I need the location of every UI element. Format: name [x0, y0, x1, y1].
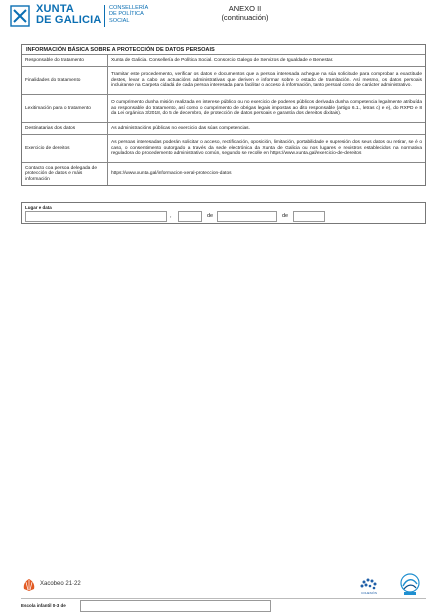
school-label: Escola infantil 0-3 de — [21, 603, 66, 608]
footer-divider — [21, 598, 426, 599]
table-row — [22, 163, 425, 185]
row-value: As administracións públicas no exercicio das súas competencias. — [111, 125, 250, 131]
xunta-logo-text — [36, 4, 102, 26]
logo-divider — [104, 5, 105, 27]
month-field[interactable] — [217, 211, 277, 222]
row-label: Responsable do tratamento — [22, 55, 108, 66]
xacobeo-text: Xacobeo 21·22 — [40, 581, 81, 587]
school-name-field[interactable] — [80, 600, 271, 612]
row-value: Tramitar este procedemento, verificar os datos e documentos que a persoa interesada achegue na súa solicitude para comprobar a exactitude destes, levar a cabo as actuacións administrativas que deriven e informar sobre o estado de tramitación. Así mesmo, os datos persoais incluiranse na Carpeta cidadá de cada persoa interesada para facilitar o acceso á información, tanto persoal como de carácter administrativo. — [111, 72, 422, 89]
logo-line-1: XUNTA — [36, 3, 75, 15]
dept-line-3: SOCIAL — [109, 17, 130, 24]
logo-line-2: DE GALICIA — [36, 14, 102, 26]
table-row — [22, 135, 425, 163]
comma-separator: , — [170, 213, 172, 219]
row-label: Finalidades do tratamento — [22, 67, 108, 94]
row-label: Destinatarias dos datos — [22, 123, 108, 134]
table-row — [22, 95, 425, 123]
row-label: Contacto coa persoa delegada de protección de datos e máis información — [22, 163, 108, 185]
annex-subtitle: (continuación) — [221, 13, 269, 22]
row-value: https://www.xunta.gal/informacion-xeral-proteccion-datos — [111, 171, 232, 177]
table-row — [22, 55, 425, 67]
place-field[interactable] — [25, 211, 167, 222]
xacobeo-logo — [22, 578, 81, 592]
svg-text:COHESIÓN: COHESIÓN — [361, 591, 378, 595]
day-field[interactable] — [178, 211, 202, 222]
data-protection-table — [21, 44, 426, 186]
page-header — [0, 0, 439, 34]
xacobeo-shell-icon — [22, 578, 36, 592]
de-separator-1: de — [207, 213, 214, 219]
data-protection-title: INFORMACIÓN BÁSICA SOBRE A PROTECCIÓN DE DATOS PERSOAIS — [22, 45, 425, 55]
year-field[interactable] — [293, 211, 325, 222]
row-label: Lexitimación para o tratamento — [22, 95, 108, 122]
annex-title: ANEXO II — [228, 4, 262, 13]
annex-heading — [200, 4, 290, 22]
dept-line-1: CONSELLERÍA — [109, 5, 149, 11]
row-label: Exercicio de dereitos — [22, 135, 108, 162]
department-name — [109, 5, 148, 24]
table-row — [22, 67, 425, 95]
place-date-section — [21, 202, 426, 224]
row-value: Xunta de Galicia. Consellería de Política Social. Consorcio Galego de Servizos de Igualdade e Benestar. — [111, 57, 334, 63]
place-date-label: Lugar e data — [25, 205, 52, 210]
xunta-galicia-logo-icon — [10, 5, 30, 27]
table-row — [22, 123, 425, 135]
partner-logos-icon — [352, 572, 427, 598]
row-value: O cumprimento dunha misión realizada en interese público ou no exercicio de poderes públicos derivada dunha competencia legalmente atribuída ao responsable do tratamento, así como o cumprimento de obrigas legais impostas ao dito responsable (artigo 6.1., letras c) e e), do RXPD e 8 da Lei orgánica 3/2018, do 5 de decembro, de protección de datos persoais e garantía dos dereitos dixitais). — [111, 100, 422, 117]
row-value: As persoas interesadas poderán solicitar o acceso, rectificación, oposición, limitación, portabilidade e supresión dos seus datos ou retirar, se é o caso, o consentimento outorgado a través da sede electrónica da Xunta de Galicia ou nos lugares e rexistros establecidos na normativa reguladora do procedemento administrativo común, segundo se recolle en https://www.xunta.gal/exercicio-de-dereitos — [111, 140, 422, 157]
dept-line-2: DE POLÍTICA — [109, 11, 144, 18]
de-separator-2: de — [282, 213, 289, 219]
